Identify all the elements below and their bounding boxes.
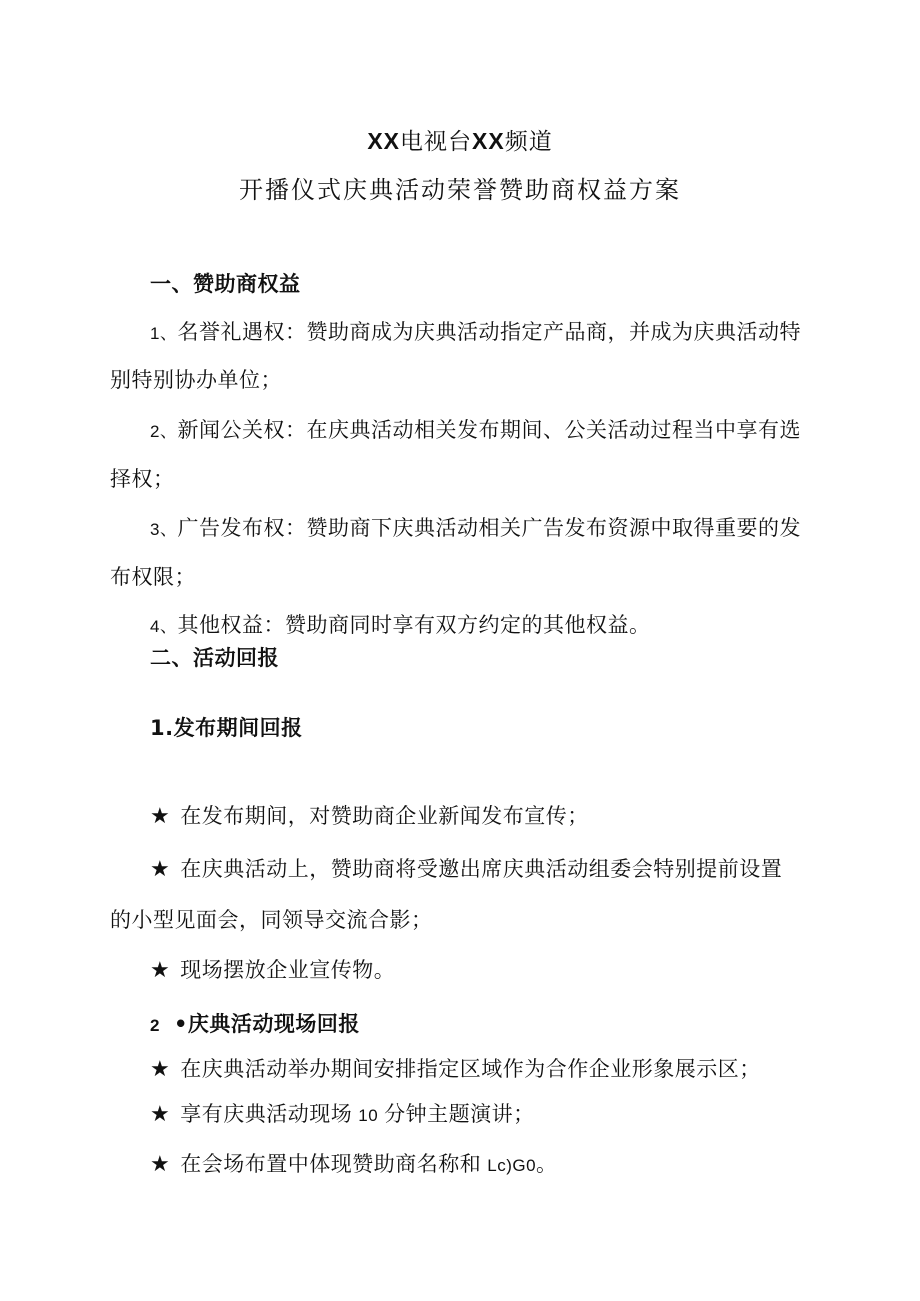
- bullet-item: [150, 1100, 535, 1130]
- subsection2-heading: [150, 1010, 360, 1040]
- star-icon: ★: [150, 804, 171, 829]
- item-continuation: 别特别协办单位；: [110, 368, 282, 392]
- bullet-logo-text: Lc)G0: [487, 1156, 537, 1175]
- bullet-text: 在庆典活动上，赞助商将受邀出席庆典活动组委会特别提前设置: [180, 857, 783, 881]
- bullet-text: 现场摆放企业宣传物。: [180, 958, 396, 982]
- bullet-item: [150, 956, 395, 985]
- list-item: [150, 514, 801, 544]
- bullet-text: 在会场布置中体现赞助商名称和: [180, 1152, 482, 1176]
- star-icon: ★: [150, 1102, 171, 1127]
- bullet-continuation: 的小型见面会，同领导交流合影；: [110, 908, 433, 932]
- page-subtitle: 开播仪式庆典活动荣誉赞助商权益方案: [239, 176, 681, 204]
- title-channel: 频道: [504, 129, 553, 155]
- section1-heading: 一、赞助商权益: [150, 272, 301, 296]
- subsection2-number: 2: [150, 1016, 160, 1035]
- bullet-text-tail: 。: [536, 1152, 558, 1176]
- item-number: 3、: [150, 520, 178, 539]
- item-continuation: 布权限；: [110, 565, 196, 589]
- item-text: 其他权益：赞助商同时享有双方约定的其他权益。: [177, 613, 651, 637]
- title-tv-station: 电视台: [400, 129, 472, 155]
- bullet-item: [150, 1055, 761, 1084]
- star-icon: ★: [150, 1057, 171, 1082]
- item-number: 2、: [150, 422, 178, 441]
- bullet-item: [150, 855, 782, 884]
- bullet-text: 在庆典活动举办期间安排指定区域作为合作企业形象展示区；: [180, 1057, 761, 1081]
- section2-heading: 二、活动回报: [150, 646, 279, 670]
- page-title: [0, 126, 920, 157]
- bullet-text-tail: 分钟主题演讲；: [384, 1102, 535, 1126]
- item-continuation: 择权；: [110, 467, 175, 491]
- star-icon: ★: [150, 1152, 171, 1177]
- list-item: [150, 416, 801, 446]
- title-xx-2: XX: [472, 128, 505, 154]
- list-item: [150, 611, 650, 641]
- subsection2-title: •庆典活动现场回报: [173, 1012, 360, 1036]
- item-text: 新闻公关权：在庆典活动相关发布期间、公关活动过程当中享有选: [177, 418, 801, 442]
- bullet-item: [150, 1150, 558, 1180]
- bullet-text: 享有庆典活动现场: [180, 1102, 353, 1126]
- subsection1-heading: 1.发布期间回报: [150, 716, 303, 740]
- item-text: 名誉礼遇权：赞助商成为庆典活动指定产品商，并成为庆典活动特: [177, 320, 801, 344]
- bullet-item: [150, 802, 589, 831]
- list-item: [150, 318, 801, 348]
- item-number: 1、: [150, 324, 178, 343]
- item-number: 4、: [150, 617, 178, 636]
- star-icon: ★: [150, 958, 171, 983]
- bullet-number: 10: [358, 1106, 379, 1125]
- title-xx-1: XX: [367, 128, 400, 154]
- bullet-text: 在发布期间，对赞助商企业新闻发布宣传；: [180, 804, 589, 828]
- item-text: 广告发布权：赞助商下庆典活动相关广告发布资源中取得重要的发: [177, 516, 801, 540]
- star-icon: ★: [150, 857, 171, 882]
